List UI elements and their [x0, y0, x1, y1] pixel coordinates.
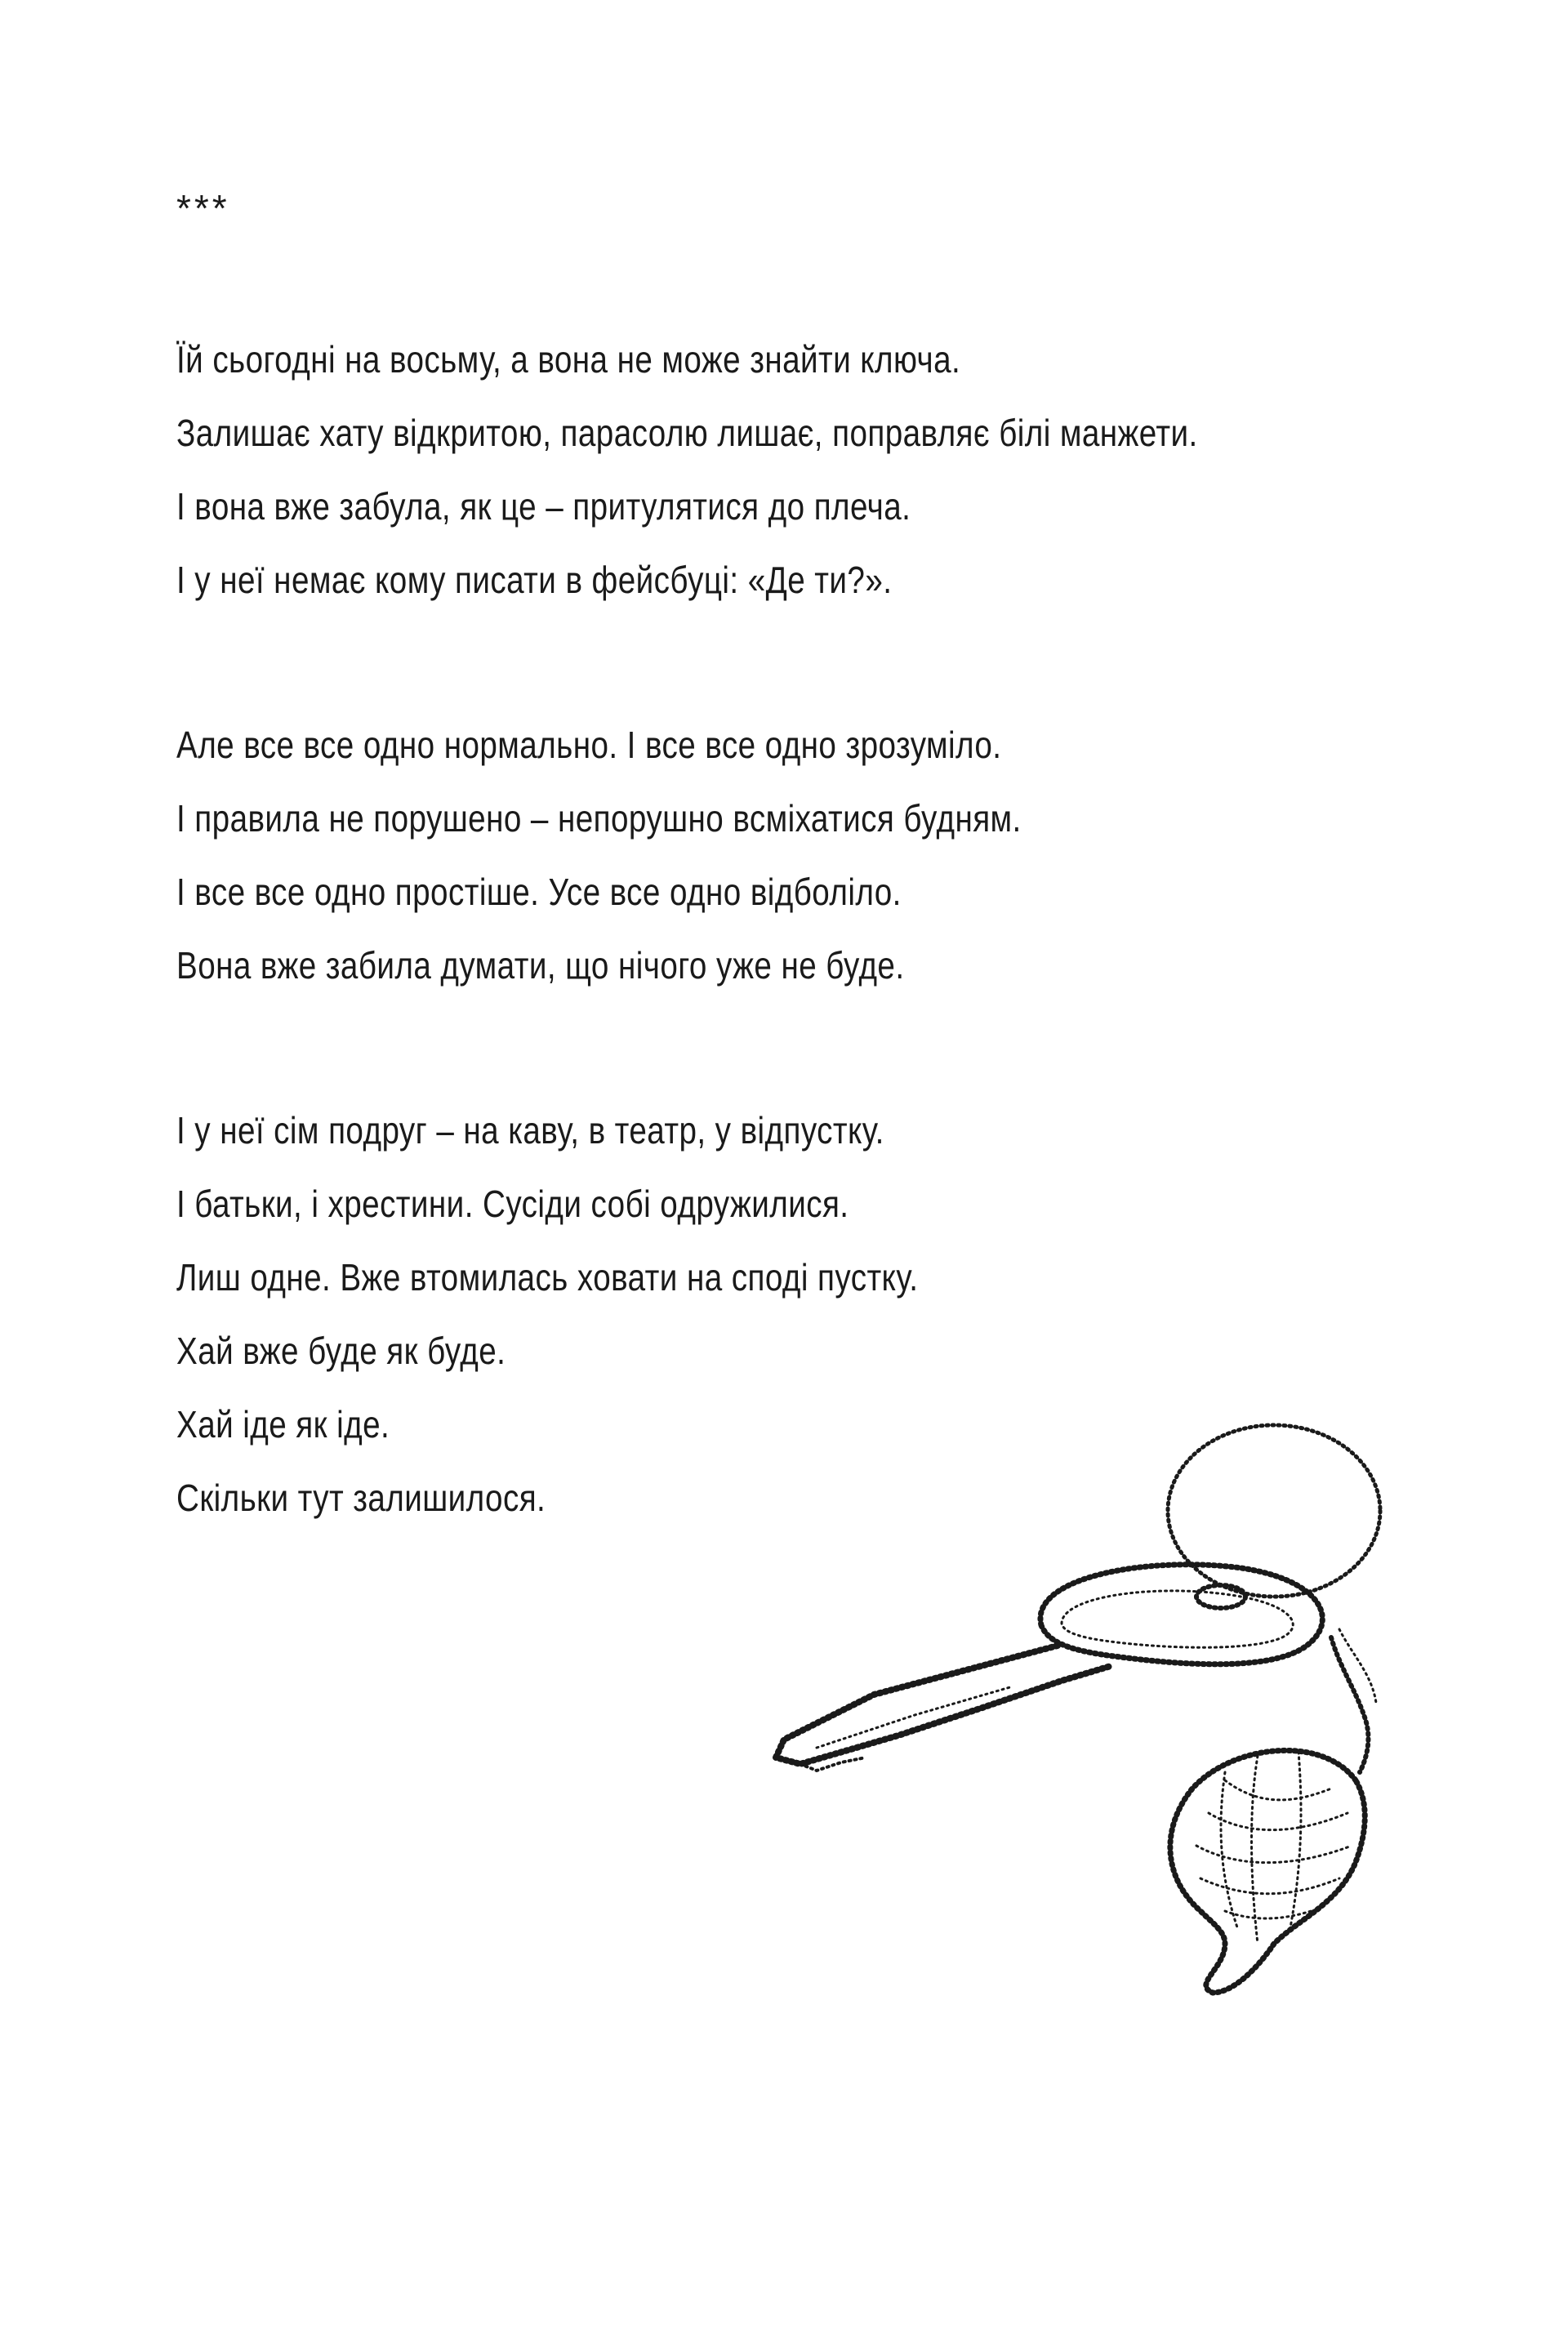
- poem-line: Скільки тут залишилося.: [176, 1477, 546, 1519]
- poem-line: Лиш одне. Вже втомилась ховати на споді пустку.: [176, 1256, 919, 1299]
- poem-line: І вона вже забула, як це – притулятися до плеча.: [176, 485, 911, 528]
- poem-line: Хай вже буде як буде.: [176, 1330, 506, 1372]
- poem-line: І у неї сім подруг – на каву, в театр, у відпустку.: [176, 1109, 884, 1152]
- poem-line: Вона вже забила думати, що нічого уже не буде.: [176, 944, 905, 987]
- key-with-keychain-icon: [768, 1421, 1437, 2009]
- poem-line: Хай іде як іде.: [176, 1403, 390, 1446]
- poem-line: Залишає хату відкритою, парасолю лишає, поправляє білі манжети.: [176, 412, 1198, 454]
- section-separator: ***: [176, 187, 230, 229]
- poem-line: І правила не порушено – непорушно всміхатися будням.: [176, 797, 1022, 840]
- stanza-2: [176, 708, 1401, 1002]
- poem-line: І все все одно простіше. Усе все одно відболіло.: [176, 871, 902, 913]
- poem-line: І у неї немає кому писати в фейсбуці: «Де ти?».: [176, 559, 893, 601]
- poem-line: Їй сьогодні на восьму, а вона не може знайти ключа.: [176, 338, 961, 381]
- poem-line: Але все все одно нормально. І все все одно зрозуміло.: [176, 724, 1002, 766]
- stanza-1: [176, 323, 1401, 617]
- poem-line: І батьки, і хрестини. Сусіди собі одружилися.: [176, 1183, 849, 1225]
